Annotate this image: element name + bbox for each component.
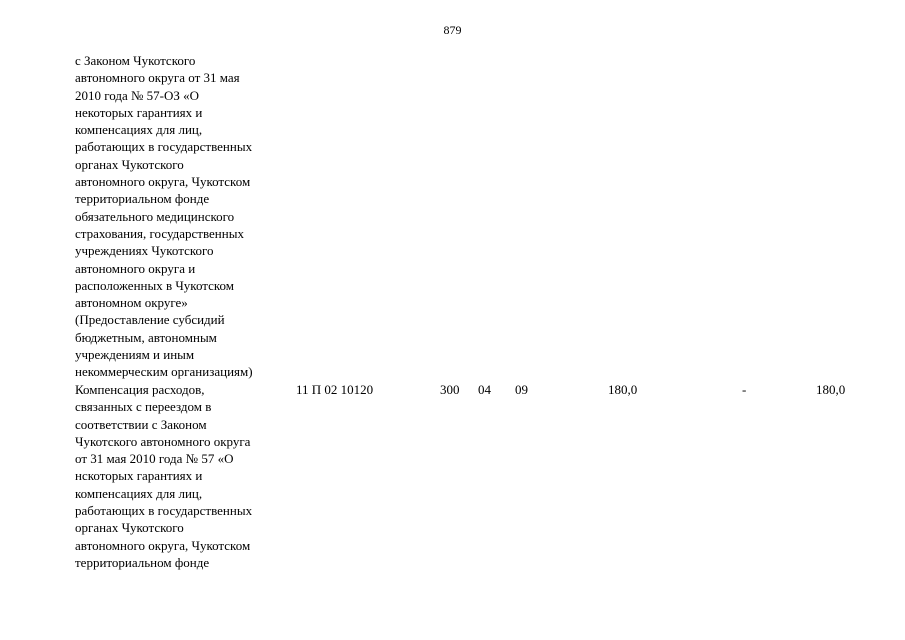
section-code: 04 [478, 382, 491, 397]
row-description: с Законом Чукотского автономного округа от 31 мая 2010 года № 57-ОЗ «О некоторых гарантиях и компенсациях для лиц, работающих в государственных органах Чукотского автономного округа, Чукотском территориальном фонде обязательного медицинского страхования, государственных учреждениях Чукотского автономного округа и расположенных в Чукотском автономном округе» (Предоставление субсидий бюджетным, автономным учреждениям и иным некоммерческим организациям) [75, 53, 253, 380]
page-number: 879 [443, 23, 462, 37]
subsection-code: 09 [515, 382, 528, 397]
amount-regional: 180,0 [816, 382, 846, 397]
expense-type-code: 300 [440, 382, 460, 397]
amount-total: 180,0 [608, 382, 638, 397]
target-article-code: 11 П 02 10120 [296, 382, 374, 397]
amount-federal: - [742, 382, 747, 397]
row-description: Компенсация расходов, связанных с переездом в соответствии с Законом Чукотского автономного округа от 31 мая 2010 года № 57 «О нскоторых гарантиях и компенсациях для лиц, работающих в государственных органах Чукотского автономного округа, Чукотском территориальном фонде [75, 382, 253, 570]
